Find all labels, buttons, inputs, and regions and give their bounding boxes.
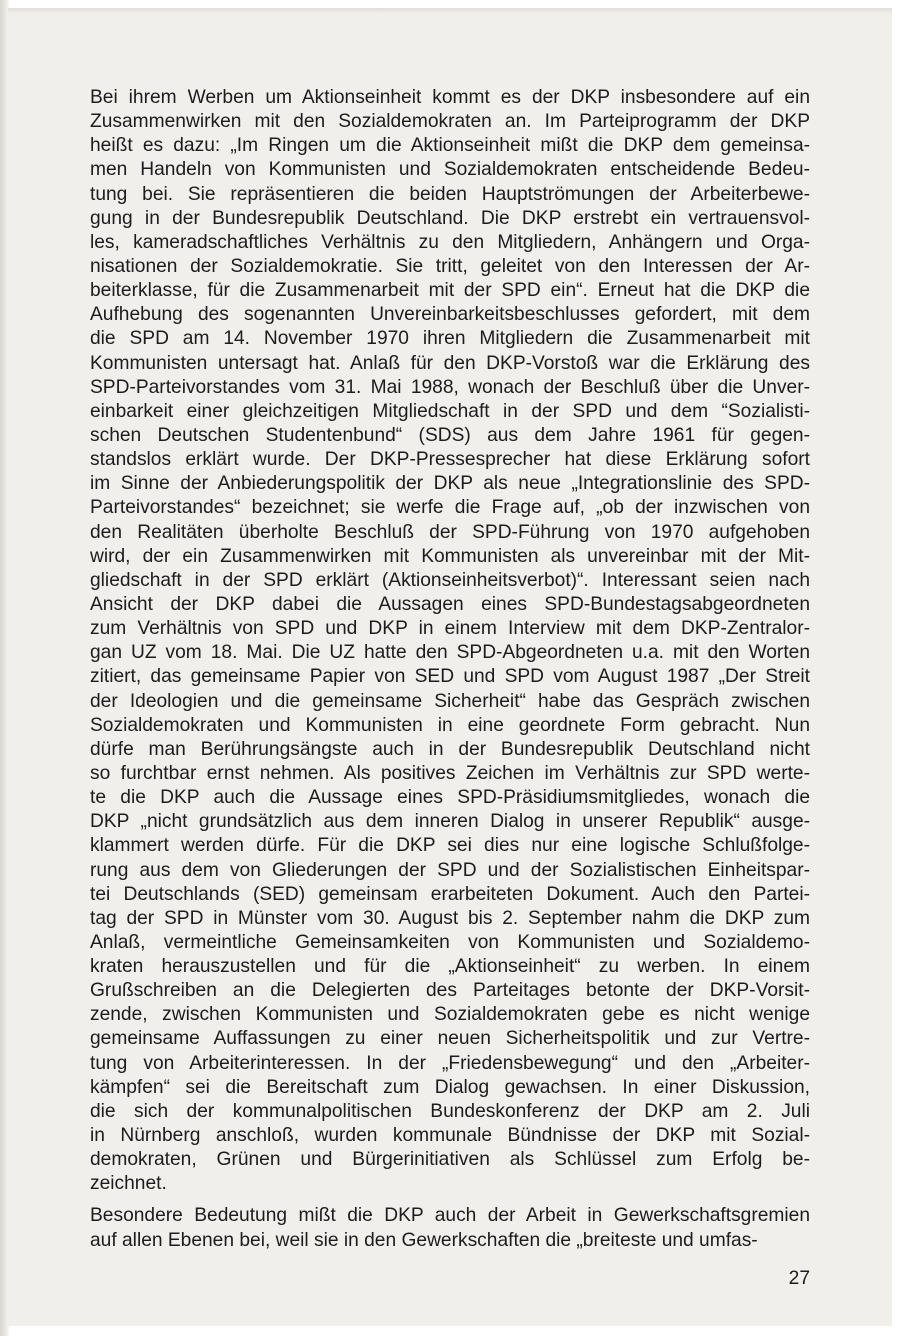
body-text [90, 86, 810, 1253]
scan-shadow [8, 8, 892, 14]
text-line: Parteivorstandes“ bezeichnet; sie werfe die Frage auf, „ob der inzwischen von [90, 497, 810, 519]
text-line: gliedschaft in der SPD erklärt (Aktionseinheitsverbot)“. Interessant seien nach [90, 569, 810, 591]
text-line: zum Verhältnis von SPD und DKP in einem Interview mit dem DKP-Zentralor- [90, 618, 810, 640]
text-line: Kommunisten untersagt hat. Anlaß für den DKP-Vorstoß war die Erklärung des [90, 352, 810, 374]
text-line: standslos erklärt wurde. Der DKP-Pressesprecher hat diese Erklärung sofort [90, 449, 810, 471]
text-line: dürfe man Berührungsängste auch in der Bundesrepublik Deutschland nicht [90, 738, 810, 760]
text-line: zitiert, das gemeinsame Papier von SED und SPD vom August 1987 „Der Streit [90, 666, 810, 688]
text-line: tung bei. Sie repräsentieren die beiden Hauptströmungen der Arbeiterbewe- [90, 183, 810, 205]
text-line: so furchtbar ernst nehmen. Als positives Zeichen im Verhältnis zur SPD werte- [90, 762, 810, 784]
text-line: tung von Arbeiterinteressen. In der „Friedensbewegung“ und den „Arbeiter- [90, 1052, 810, 1074]
text-line: beiterklasse, für die Zusammenarbeit mit der SPD ein“. Erneut hat die DKP die [90, 280, 810, 302]
paragraph-1 [90, 86, 810, 1196]
text-line: men Handeln von Kommunisten und Sozialdemokraten entscheidende Bedeu- [90, 159, 810, 181]
text-line: zeichnet. [90, 1173, 167, 1195]
text-line: SPD-Parteivorstandes vom 31. Mai 1988, wonach der Beschluß über die Unver- [90, 376, 810, 398]
text-line: auf allen Ebenen bei, weil sie in den Gewerkschaften die „breiteste und umfas- [90, 1229, 758, 1251]
text-line: demokraten, Grünen und Bürgerinitiativen als Schlüssel zum Erfolg be- [90, 1149, 810, 1171]
text-line: nisationen der Sozialdemokratie. Sie tritt, geleitet von den Interessen der Ar- [90, 255, 810, 277]
text-line: te die DKP auch die Aussage eines SPD-Präsidiumsmitgliedes, wonach die [90, 787, 810, 809]
paragraph-2 [90, 1204, 810, 1252]
text-line: den Realitäten überholte Beschluß der SPD-Führung von 1970 aufgehoben [90, 521, 810, 543]
text-line: gemeinsame Auffassungen zu einer neuen Sicherheitspolitik und zur Vertre- [90, 1028, 810, 1050]
text-line: Anlaß, vermeintliche Gemeinsamkeiten von Kommunisten und Sozialdemo- [90, 931, 810, 953]
text-line: tag der SPD in Münster vom 30. August bis 2. September nahm die DKP zum [90, 907, 810, 929]
text-line: die SPD am 14. November 1970 ihren Mitgliedern die Zusammenarbeit mit [90, 328, 810, 350]
text-line: Zusammenwirken mit den Sozialdemokraten an. Im Parteiprogramm der DKP [90, 111, 810, 133]
text-line: schen Deutschen Studentenbund“ (SDS) aus dem Jahre 1961 für gegen- [90, 424, 810, 446]
text-line: gung in der Bundesrepublik Deutschland. Die DKP erstrebt ein vertrauensvol- [90, 207, 810, 229]
text-line: les, kameradschaftliches Verhältnis zu den Mitgliedern, Anhängern und Orga- [90, 231, 810, 253]
text-line: tei Deutschlands (SED) gemeinsam erarbeiteten Dokument. Auch den Partei- [90, 883, 810, 905]
text-line: im Sinne der Anbiederungspolitik der DKP als neue „Integrationslinie des SPD- [90, 473, 810, 495]
text-line: Besondere Bedeutung mißt die DKP auch der Arbeit in Gewerkschaftsgremien [90, 1205, 810, 1227]
text-line: der Ideologien und die gemeinsame Sicherheit“ habe das Gespräch zwischen [90, 690, 810, 712]
text-line: einbarkeit einer gleichzeitigen Mitgliedschaft in der SPD und dem “Sozialisti- [90, 400, 810, 422]
text-line: Aufhebung des sogenannten Unvereinbarkeitsbeschlusses gefordert, mit dem [90, 304, 810, 326]
text-line: die sich der kommunalpolitischen Bundeskonferenz der DKP am 2. Juli [90, 1100, 810, 1122]
text-line: rung aus dem von Gliederungen der SPD und der Sozialistischen Einheitspar- [90, 859, 810, 881]
text-line: kraten herauszustellen und für die „Aktionseinheit“ zu werben. In einem [90, 956, 810, 978]
text-line: zende, zwischen Kommunisten und Sozialdemokraten gebe es nicht wenige [90, 1004, 810, 1026]
text-line: wird, der ein Zusammenwirken mit Kommunisten als unvereinbar mit der Mit- [90, 545, 810, 567]
text-line: Ansicht der DKP dabei die Aussagen eines SPD-Bundestagsabgeordneten [90, 593, 810, 615]
text-line: DKP „nicht grundsätzlich aus dem inneren Dialog in unserer Republik“ ausge- [90, 811, 810, 833]
text-line: kämpfen“ sei die Bereitschaft zum Dialog gewachsen. In einer Diskussion, [90, 1076, 810, 1098]
paragraph-gap [90, 1196, 810, 1204]
text-line: Bei ihrem Werben um Aktionseinheit kommt es der DKP insbesondere auf ein [90, 87, 810, 108]
text-line: in Nürnberg anschloß, wurden kommunale Bündnisse der DKP mit Sozial- [90, 1125, 810, 1147]
text-line: gan UZ vom 18. Mai. Die UZ hatte den SPD-Abgeordneten u.a. mit den Worten [90, 642, 810, 664]
text-line: klammert werden dürfe. Für die DKP sei dies nur eine logische Schlußfolge- [90, 835, 810, 857]
text-line: heißt es dazu: „Im Ringen um die Aktionseinheit mißt die DKP dem gemeinsa- [90, 135, 810, 157]
text-line: Grußschreiben an die Delegierten des Parteitages betonte der DKP-Vorsit- [90, 980, 810, 1002]
text-line: Sozialdemokraten und Kommunisten in eine geordnete Form gebracht. Nun [90, 714, 810, 736]
page-number: 27 [788, 1268, 810, 1289]
